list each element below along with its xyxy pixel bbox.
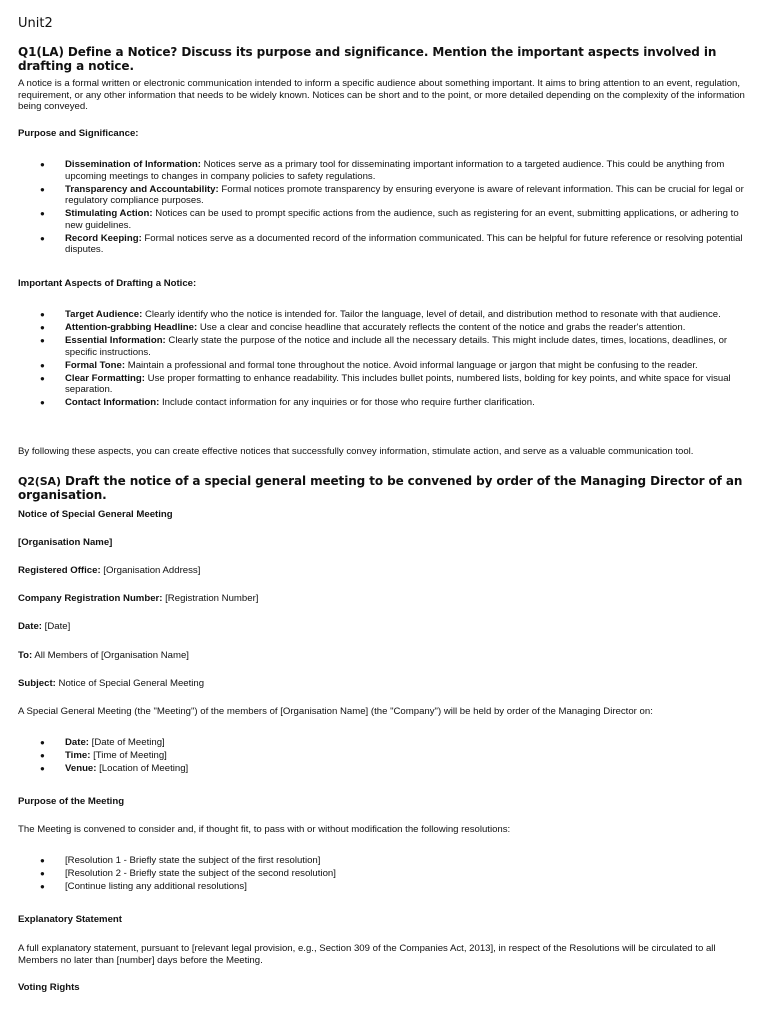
notice-date: Date: [Date] <box>18 621 71 632</box>
list-item: ● Essential Information: Clearly state the purpose of the notice and include all the necessary details. This might include dates, times, locations, deadlines, or specific instructions. <box>0 335 750 358</box>
purpose-of-meeting-text: The Meeting is convened to consider and, if thought fit, to pass with or without modification the following resolutions: <box>18 824 511 835</box>
q2-title: Draft the notice of a special general meeting to be convened by order of the Managing Director of an organisation. <box>18 474 743 502</box>
purpose-list <box>0 159 750 257</box>
q1-intro: A notice is a formal written or electronic communication intended to inform a specific audience about something important. It aims to bring attention to an event, regulation, requirement, or any other information that needs to be widely known. Notices can be short and to the point, or more detailed depending on the complexity of the information being conveyed. <box>18 78 745 112</box>
list-item: ● Contact Information: Include contact information for any inquiries or for those who require further clarification. <box>0 397 750 409</box>
purpose-of-meeting-heading: Purpose of the Meeting <box>18 796 125 807</box>
q2-heading <box>18 474 768 502</box>
list-item: ● Transparency and Accountability: Formal notices promote transparency by ensuring everyone is aware of relevant information. This can be crucial for legal or regulatory compliance purposes. <box>0 184 750 207</box>
q1-title: Define a Notice? Discuss its purpose and significance. Mention the important aspects involved in drafting a notice. <box>18 45 717 73</box>
aspects-list <box>0 309 750 411</box>
aspects-heading: Important Aspects of Drafting a Notice: <box>18 278 197 289</box>
list-item: ● Dissemination of Information: Notices serve as a primary tool for disseminating important information to a targeted audience. This could be anything from upcoming meetings to changes in company policies to safety regulations. <box>0 159 750 182</box>
list-item: ● Target Audience: Clearly identify who the notice is intended for. Tailor the language, level of detail, and distribution method to resonate with that audience. <box>0 309 750 321</box>
list-item: ● Venue: [Location of Meeting] <box>0 763 750 775</box>
notice-to: To: All Members of [Organisation Name] <box>18 650 189 661</box>
meeting-details-list <box>0 737 750 776</box>
q2-prefix: Q2(SA) <box>18 475 61 488</box>
q1-conclusion: By following these aspects, you can create effective notices that successfully convey information, stimulate action, and serve as a valuable communication tool. <box>18 446 694 457</box>
unit-heading: Unit2 <box>18 16 53 31</box>
list-item: ● Date: [Date of Meeting] <box>0 737 750 749</box>
explanatory-heading: Explanatory Statement <box>18 914 122 925</box>
list-item: ● [Resolution 2 - Briefly state the subject of the second resolution] <box>0 868 750 880</box>
q1-prefix: Q1(LA) <box>18 45 64 59</box>
list-item: ● Record Keeping: Formal notices serve as a documented record of the information communicated. This can be helpful for future reference or resolving potential disputes. <box>0 233 750 256</box>
list-item: ● Formal Tone: Maintain a professional and formal tone throughout the notice. Avoid informal language or jargon that might be confusing to the reader. <box>0 360 750 372</box>
purpose-heading: Purpose and Significance: <box>18 128 139 139</box>
org-name: [Organisation Name] <box>18 537 113 548</box>
list-item: ● Clear Formatting: Use proper formatting to enhance readability. This includes bullet points, numbered lists, bolding for key points, and white space for visual separation. <box>0 373 750 396</box>
list-item: ● [Resolution 1 - Briefly state the subject of the first resolution] <box>0 855 750 867</box>
voting-rights-heading: Voting Rights <box>18 982 80 993</box>
registered-office: Registered Office: [Organisation Address] <box>18 565 201 576</box>
list-item: ● Time: [Time of Meeting] <box>0 750 750 762</box>
meeting-intro: A Special General Meeting (the "Meeting") of the members of [Organisation Name] (the "Company") will be held by order of the Managing Director on: <box>18 706 653 717</box>
q1-heading <box>18 45 768 73</box>
list-item: ● Attention-grabbing Headline: Use a clear and concise headline that accurately reflects the content of the notice and grabs the reader's attention. <box>0 322 750 334</box>
resolutions-list <box>0 855 750 894</box>
list-item: ● Stimulating Action: Notices can be used to prompt specific actions from the audience, such as registering for an event, submitting applications, or adhering to new guidelines. <box>0 208 750 231</box>
company-registration: Company Registration Number: [Registration Number] <box>18 593 259 604</box>
notice-title: Notice of Special General Meeting <box>18 509 173 520</box>
explanatory-text: A full explanatory statement, pursuant to [relevant legal provision, e.g., Section 309 of the Companies Act, 2013], in respect of the Resolutions will be circulated to all Members no later than [number] days before the Meeting. <box>18 943 716 966</box>
notice-subject: Subject: Notice of Special General Meeting <box>18 678 205 689</box>
list-item: ● [Continue listing any additional resolutions] <box>0 881 750 893</box>
